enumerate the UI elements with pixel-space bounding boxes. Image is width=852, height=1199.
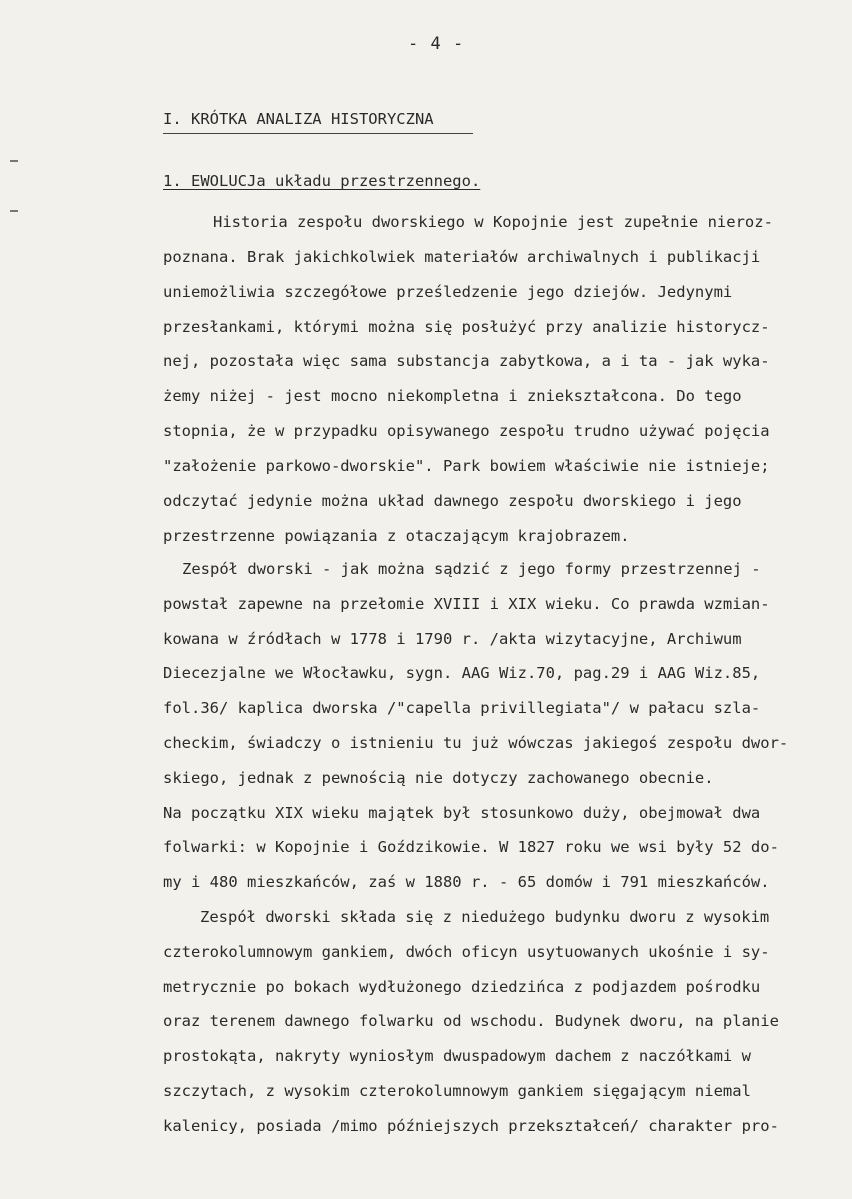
subsection-heading: 1. EWOLUCJa układu przestrzennego. [163,172,481,190]
text-line: my i 480 mieszkańców, zaś w 1880 r. - 65 domów i 791 mieszkańców. [163,873,770,891]
text-line: Zespół dworski - jak można sądzić z jego formy przestrzennej - [182,560,761,578]
text-line: przestrzenne powiązania z otaczającym krajobrazem. [163,527,630,545]
text-line: powstał zapewne na przełomie XVIII i XIX wieku. Co prawda wzmian- [163,595,770,613]
text-line: stopnia, że w przypadku opisywanego zespołu trudno używać pojęcia [163,422,770,440]
text-line: fol.36/ kaplica dworska /"capella privillegiata"/ w pałacu szla- [163,699,761,717]
margin-mark [10,160,18,162]
heading-underline [163,133,473,134]
text-line: uniemożliwia szczegółowe prześledzenie jego dziejów. Jedynymi [163,283,733,301]
text-line: przesłankami, którymi można się posłużyć przy analizie historycz- [163,318,770,336]
text-line: Na początku XIX wieku majątek był stosunkowo duży, obejmował dwa [163,804,761,822]
text-line: Historia zespołu dworskiego w Kopojnie jest zupełnie nieroz- [213,213,773,231]
text-line: poznana. Brak jakichkolwiek materiałów archiwalnych i publikacji [163,248,761,266]
text-line: kowana w źródłach w 1778 i 1790 r. /akta wizytacyjne, Archiwum [163,630,742,648]
text-line: odczytać jedynie można układ dawnego zespołu dworskiego i jego [163,492,742,510]
text-line: żemy niżej - jest mocno niekompletna i zniekształcona. Do tego [163,387,742,405]
text-line: Zespół dworski składa się z niedużego budynku dworu z wysokim [200,908,770,926]
section-heading: I. KRÓTKA ANALIZA HISTORYCZNA [163,110,434,128]
text-line: folwarki: w Kopojnie i Goździkowie. W 1827 roku we wsi były 52 do- [163,838,779,856]
text-line: skiego, jednak z pewnością nie dotyczy zachowanego obecnie. [163,769,714,787]
text-line: czterokolumnowym gankiem, dwóch oficyn usytuowanych ukośnie i sy- [163,943,770,961]
text-line: Diecezjalne we Włocławku, sygn. AAG Wiz.70, pag.29 i AAG Wiz.85, [163,664,761,682]
text-line: szczytach, z wysokim czterokolumnowym gankiem sięgającym niemal [163,1082,751,1100]
page-number: - 4 - [408,34,465,54]
text-line: nej, pozostała więc sama substancja zabytkowa, a i ta - jak wyka- [163,352,770,370]
margin-mark [10,210,18,212]
text-line: metrycznie po bokach wydłużonego dziedzińca z podjazdem pośrodku [163,978,761,996]
text-line: checkim, świadczy o istnieniu tu już wówczas jakiegoś zespołu dwor- [163,734,789,752]
text-line: oraz terenem dawnego folwarku od wschodu. Budynek dworu, na planie [163,1012,779,1030]
text-line: "założenie parkowo-dworskie". Park bowiem właściwie nie istnieje; [163,457,770,475]
text-line: prostokąta, nakryty wyniosłym dwuspadowym dachem z naczółkami w [163,1047,751,1065]
text-line: kalenicy, posiada /mimo późniejszych przekształceń/ charakter pro- [163,1117,779,1135]
